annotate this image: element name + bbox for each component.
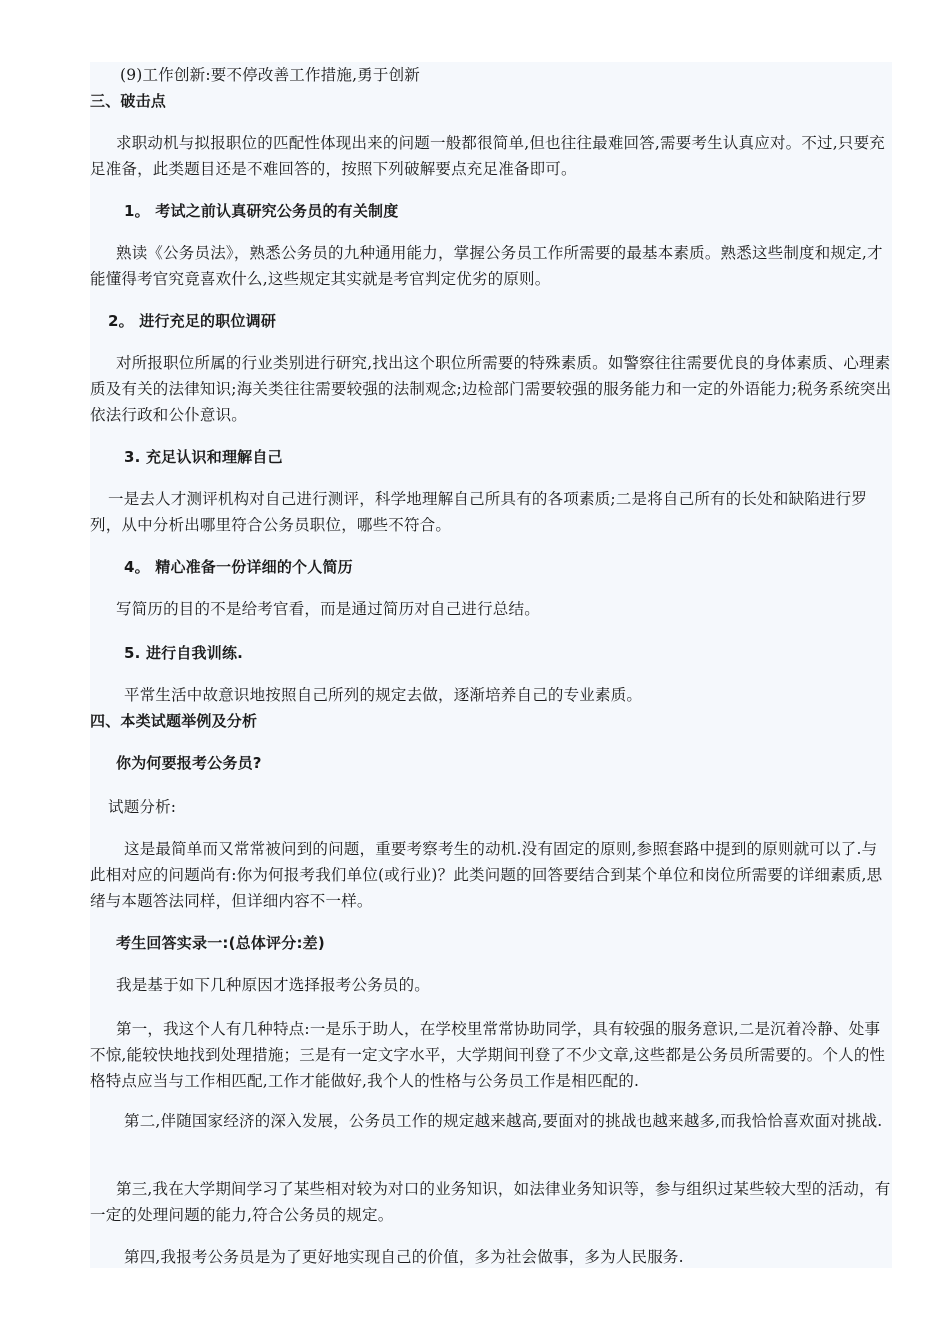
paragraph: 平常生活中故意识地按照自己所列的规定去做，逐渐培养自己的专业素质。	[124, 686, 643, 704]
paragraph: 第二,伴随国家经济的深入发展，公务员工作的规定越来越高,要面对的挑战也越来越多,而我恰恰喜欢面对挑战.	[124, 1112, 883, 1130]
paragraph: 我是基于如下几种原因才选择报考公务员的。	[116, 976, 431, 994]
subheading: 5. 进行自我训练.	[124, 644, 244, 662]
section-heading: 三、破击点	[90, 92, 167, 110]
subheading: 1。 考试之前认真研究公务员的有关制度	[124, 202, 399, 220]
paragraph: 熟读《公务员法》，熟悉公务员的九种通用能力，掌握公务员工作所需要的最基本素质。熟悉这些制度和规定,才能懂得考官究竟喜欢什么,这些规定其实就是考官判定优劣的原则。	[90, 244, 883, 288]
subheading: 考生回答实录一:(总体评分:差)	[116, 934, 325, 952]
paragraph: 写简历的目的不是给考官看，而是通过简历对自己进行总结。	[116, 600, 540, 618]
paragraph: 对所报职位所属的行业类别进行研究,找出这个职位所需要的特殊素质。如警察往往需要优良的身体素质、心理素质及有关的法律知识;海关类往往需要较强的法制观念;边检部门需要较强的服务能力和一定的外语能力;税务系统突出依法行政和公仆意识。	[90, 354, 892, 424]
subheading: 2。 进行充足的职位调研	[108, 312, 277, 330]
paragraph: 试题分析:	[108, 798, 177, 816]
paragraph: 一是去人才测评机构对自己进行测评，科学地理解自己所具有的各项素质;二是将自己所有的长处和缺陷进行罗列，从中分析出哪里符合公务员职位，哪些不符合。	[90, 490, 868, 534]
paragraph: 第四,我报考公务员是为了更好地实现自己的价值，多为社会做事，多为人民服务.	[124, 1248, 684, 1266]
paragraph: 求职动机与拟报职位的匹配性体现出来的问题一般都很简单,但也往往最难回答,需要考生认真应对。不过,只要充足准备，此类题目还是不难回答的，按照下列破解要点充足准备即可。	[90, 134, 885, 178]
question-heading: 你为何要报考公务员?	[116, 754, 262, 772]
paragraph: 第一，我这个人有几种特点:一是乐于助人，在学校里常常协助同学，具有较强的服务意识,二是沉着冷静、处事不惊,能较快地找到处理措施；三是有一定文字水平，大学期间刊登了不少文章,这些都是公务员所需要的。个人的性格特点应当与工作相匹配,工作才能做好,我个人的性格与公务员工作是相匹配的.	[90, 1020, 886, 1090]
document-page	[90, 62, 892, 1268]
paragraph: 第三,我在大学期间学习了某些相对较为对口的业务知识，如法律业务知识等，参与组织过某些较大型的活动，有一定的处理问题的能力,符合公务员的规定。	[90, 1180, 891, 1224]
subheading: 3. 充足认识和理解自己	[124, 448, 283, 466]
paragraph: (9)工作创新:要不停改善工作措施,勇于创新	[120, 66, 421, 84]
section-heading: 四、本类试题举例及分析	[90, 712, 258, 730]
paragraph: 这是最简单而又常常被问到的问题，重要考察考生的动机.没有固定的原则,参照套路中提到的原则就可以了.与此相对应的问题尚有:你为何报考我们单位(或行业)？此类问题的回答要结合到某个单位和岗位所需要的详细素质,思绪与本题答法同样，但详细内容不一样。	[90, 840, 883, 910]
subheading: 4。 精心准备一份详细的个人简历	[124, 558, 353, 576]
